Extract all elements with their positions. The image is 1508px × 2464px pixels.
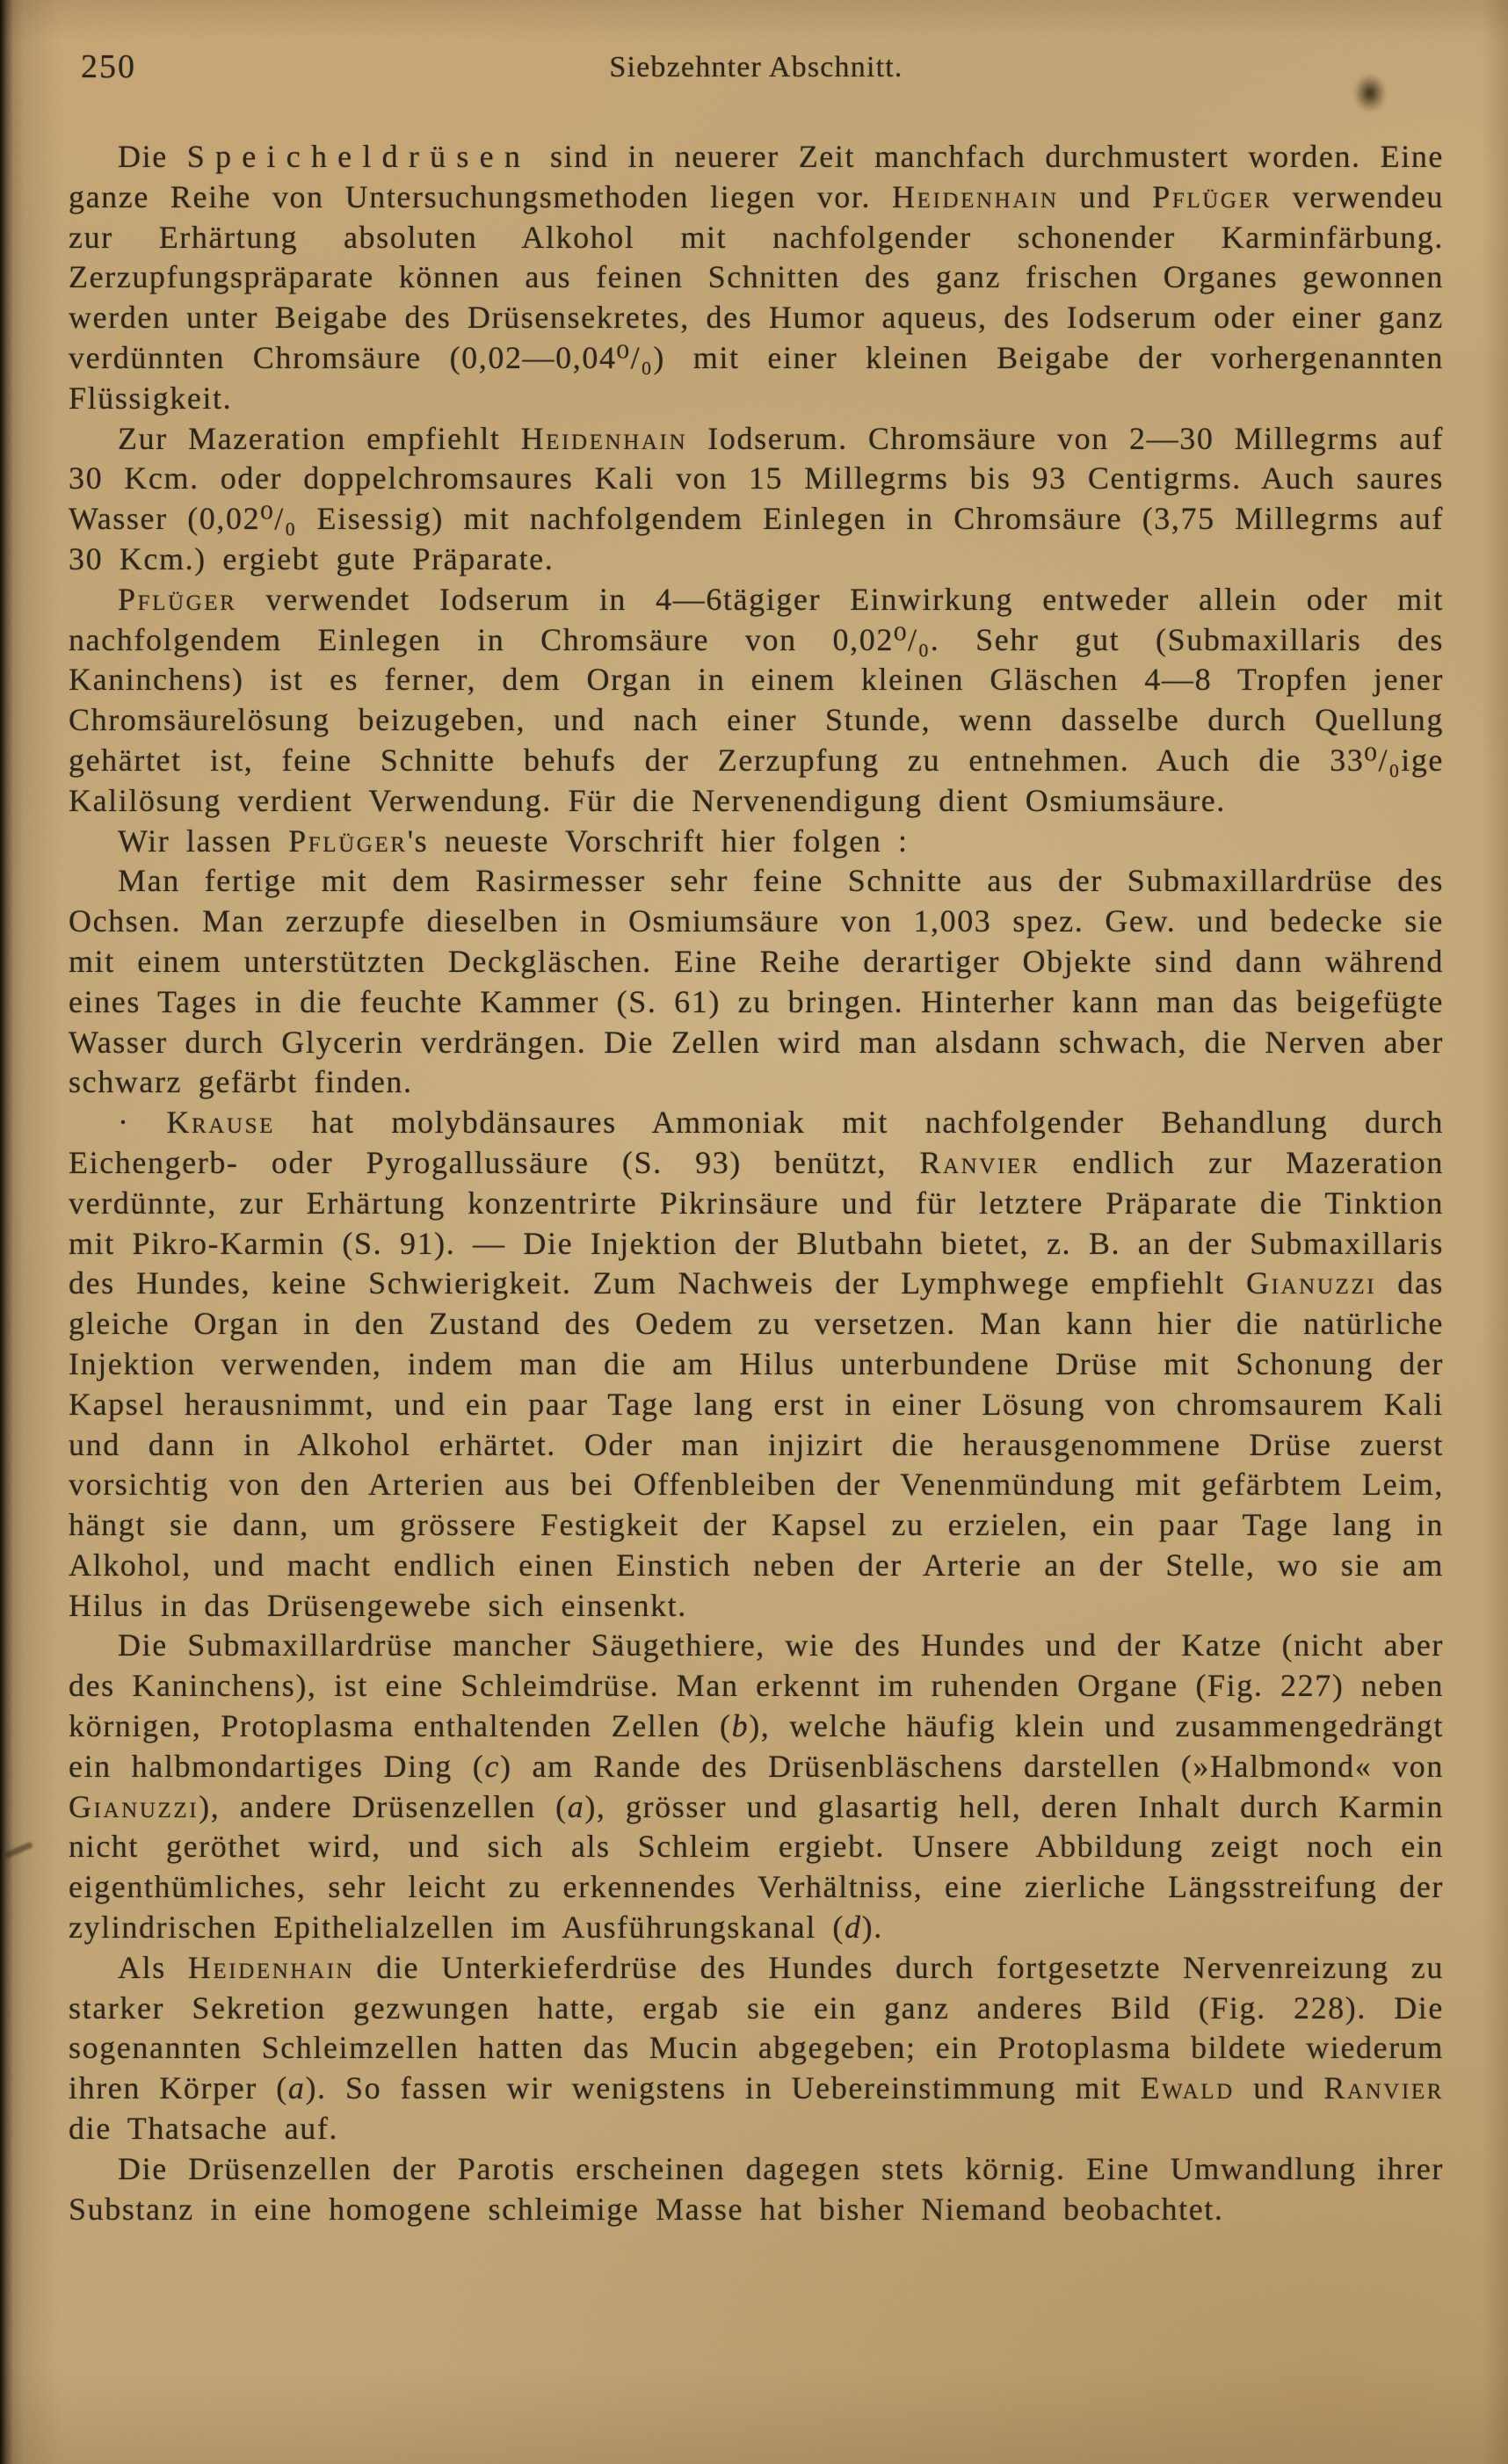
- text-segment: ), andere Drüsenzellen (: [199, 1788, 568, 1824]
- text-segment: das gleiche Organ in den Zustand des Oedem zu versetzen. Man kann hier die natürliche Injektion verwenden, indem man die am Hilus unterbundene Drüse mit Schonung der Kapsel herausnimmt, und ein paar Tage lang erst in einer Lösung von chromsaurem Kali und dann in Alkohol erhärtet. Oder man injizirt die herausgenommene Drüse zuerst vorsichtig von den Arterien aus bei Offenbleiben der Venenmündung mit gefärbtem Leim, hängt sie dann, um grössere Festigkeit der Kapsel zu erzielen, ein paar Tage lang in Alkohol, und macht endlich einen Einstich neben der Arterie an der Stelle, wo sie am Hilus in das Drüsengewebe sich einsenkt.: [69, 1265, 1445, 1623]
- text-segment: Pflüger: [288, 823, 408, 859]
- paragraph: [69, 1626, 1444, 1947]
- text-segment: Ranvier: [919, 1144, 1040, 1180]
- text-segment: Gianuzzi: [1245, 1265, 1377, 1301]
- text-segment: hat molybdänsaures Ammoniak mit nachfolgender Behandlung durch Eichengerb- oder Pyrogallussäure (S. 93) benützt,: [69, 1105, 1444, 1180]
- text-segment: Man fertige mit dem Rasirmesser sehr feine Schnitte aus der Submaxillardrüse des Ochsen. Man zerzupfe dieselben in Osmiumsäure von 1,003 spez. Gew. und bedecke sie mit einem unterstützten Deckgläschen. Eine Reihe derartiger Objekte sind dann während eines Tages in die feuchte Kammer (S. 61) zu bringen. Hinterher kann man das beigefügte Wasser durch Glycerin verdrängen. Die Zellen wird man alsdann schwach, die Nerven aber schwarz gefärbt finden.: [69, 863, 1444, 1100]
- text-segment: Gianuzzi: [69, 1788, 199, 1824]
- paragraph: [69, 861, 1444, 1103]
- text-segment: Pflüger: [118, 581, 237, 617]
- page-text: [69, 137, 1444, 2229]
- text-segment: ), grösser und glasartig hell, deren Inhalt durch Karmin nicht geröthet wird, und sich als Schleim ergiebt. Unsere Abbildung zeigt noch ein eigenthümliches, sehr leicht zu erkennendes Verhältniss, eine zierliche Längsstreifung der zylindrischen Epithelialzellen im Ausführungskanal (: [69, 1788, 1444, 1946]
- text-segment: Die Submaxillardrüse mancher Säugethiere, wie des Hundes und der Katze (nicht aber des Kaninchens), ist eine Schleimdrüse. Man erkennt im ruhenden Organe (Fig. 227) neben körnigen, Protoplasma enthaltenden Zellen (: [69, 1627, 1444, 1744]
- running-head: Siebzehnter Abschnitt.: [609, 51, 903, 83]
- paragraph: [69, 580, 1444, 822]
- text-segment: Heidenhain: [892, 178, 1059, 214]
- text-segment: Ranvier: [1323, 2070, 1445, 2106]
- text-segment: Als: [118, 1949, 188, 1985]
- margin-pencil-mark: [4, 1841, 33, 1859]
- text-segment: ). So fassen wir wenigstens in Uebereinstimmung mit: [305, 2070, 1141, 2106]
- paragraph: [69, 822, 1444, 862]
- ink-blot-stain: [1353, 74, 1387, 112]
- paragraph: [69, 1103, 1444, 1626]
- text-segment: verwendet Iodserum in 4—6tägiger Einwirkung entweder allein oder mit nachfolgendem Einlegen in Chromsäure von 0,02⁰/₀. Sehr gut (Submaxillaris des Kaninchens) ist es ferner, dem Organ in einem kleinen Gläschen 4—8 Tropfen jener Chromsäurelösung beizugeben, und nach einer Stunde, wenn dasselbe durch Quellung gehärtet ist, feine Schnitte behufs der Zerzupfung zu entnehmen. Auch die 33⁰/₀ige Kalilösung verdient Verwendung. Für die Nervenendigung dient Osmiumsäure.: [69, 581, 1444, 818]
- text-segment: d: [845, 1910, 862, 1946]
- text-segment: a: [287, 2070, 306, 2106]
- text-segment: Wir lassen: [118, 823, 289, 859]
- text-segment: Ewald: [1140, 2070, 1235, 2106]
- text-segment: die Thatsache auf.: [69, 2111, 339, 2147]
- text-segment: ·: [118, 1105, 167, 1141]
- text-segment: a: [567, 1788, 585, 1824]
- text-segment: sind in neuerer Zeit manchfach durchmustert worden. Eine ganze Reihe von Untersuchungsmethoden liegen vor.: [69, 139, 1444, 214]
- paragraph: [69, 2149, 1444, 2230]
- text-segment: Speicheldrüsen: [186, 139, 532, 174]
- text-segment: Heidenhain: [520, 420, 688, 456]
- text-segment: 's neueste Vorschrift hier folgen :: [407, 823, 909, 859]
- text-segment: Heidenhain: [187, 1949, 355, 1985]
- text-segment: und: [1058, 178, 1153, 214]
- text-segment: ), welche häufig klein und zusammengedrängt ein halbmondartiges Ding (: [69, 1708, 1444, 1784]
- text-segment: Zur Mazeration empfiehlt: [118, 420, 521, 456]
- paragraph: [69, 1948, 1444, 2149]
- text-segment: Die Drüsenzellen der Parotis erscheinen dagegen stets körnig. Eine Umwandlung ihrer Substanz in eine homogene schleimige Masse hat bisher Niemand beobachtet.: [69, 2150, 1444, 2227]
- text-segment: Krause: [166, 1105, 275, 1141]
- text-segment: ) am Rande des Drüsenbläschens darstellen (»Halbmond« von: [499, 1748, 1444, 1784]
- text-segment: Pflüger: [1152, 178, 1272, 214]
- text-segment: und: [1234, 2070, 1324, 2106]
- paragraph: [69, 419, 1444, 580]
- text-segment: c: [484, 1748, 500, 1784]
- text-segment: Die: [118, 139, 187, 174]
- page-number: 250: [81, 48, 136, 85]
- text-segment: verwendeu zur Erhärtung absoluten Alkohol mit nachfolgender schonender Karminfärbung. Zerzupfungspräparate können aus feinen Schnitten des ganz frischen Organes gewonnen werden unter Beigabe des Drüsensekretes, des Humor aqueus, des Iodserum oder einer ganz verdünnten Chromsäure (0,02—0,04⁰/₀) mit einer kleinen Beigabe der vorhergenannten Flüssigkeit.: [69, 178, 1445, 416]
- text-segment: ).: [861, 1910, 883, 1946]
- text-segment: Iodserum. Chromsäure von 2—30 Millegrms auf 30 Kcm. oder doppelchromsaures Kali von 15 Millegrms bis 93 Centigrms. Auch saures Wasser (0,02⁰/₀ Eisessig) mit nachfolgendem Einlegen in Chromsäure (3,75 Millegrms auf 30 Kcm.) ergiebt gute Präparate.: [69, 420, 1444, 576]
- paragraph: [69, 137, 1444, 419]
- text-segment: endlich zur Mazeration verdünnte, zur Erhärtung konzentrirte Pikrinsäure und für letztere Präparate die Tinktion mit Pikro-Karmin (S. 91). — Die Injektion der Blutbahn bietet, z. B. an der Submaxillaris des Hundes, keine Schwierigkeit. Zum Nachweis der Lymphwege empfiehlt: [69, 1144, 1444, 1301]
- text-segment: b: [731, 1708, 750, 1744]
- text-segment: die Unterkieferdrüse des Hundes durch fortgesetzte Nervenreizung zu starker Sekretion gezwungen hatte, ergab sie ein ganz anderes Bild (Fig. 228). Die sogenannten Schleimzellen hatten das Mucin abgegeben; ein Protoplasma bildete wiederum ihren Körper (: [69, 1949, 1444, 2106]
